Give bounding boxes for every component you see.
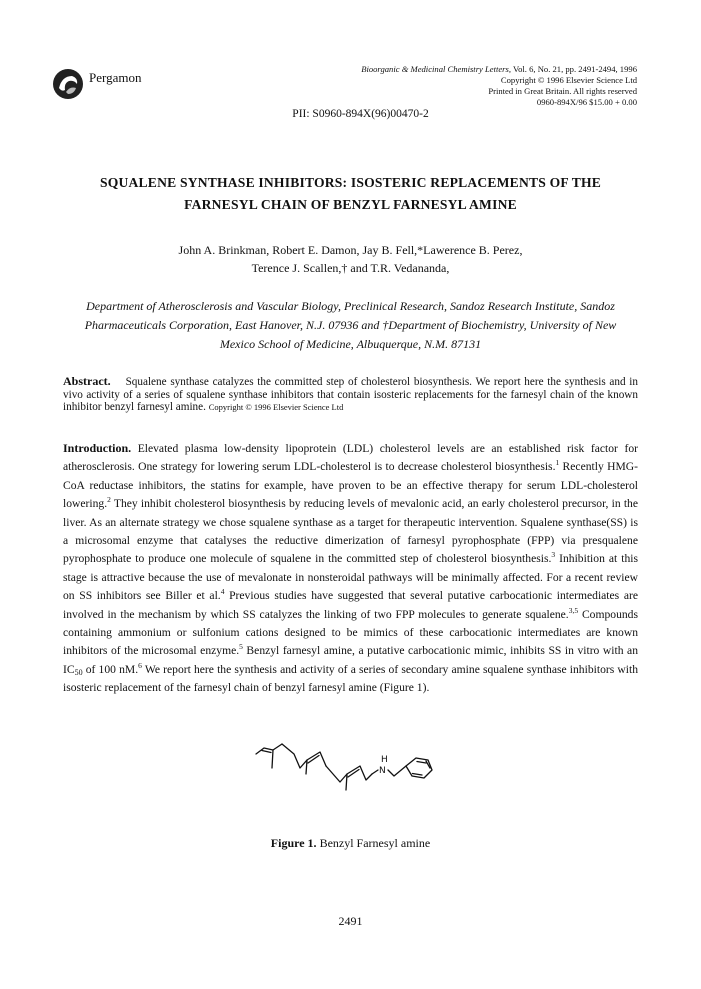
page-number: 2491 — [338, 914, 363, 928]
figure-label: Figure 1. — [270, 836, 317, 850]
intro-text: of 100 nM. — [82, 662, 139, 676]
ic50-subscript: 50 — [74, 667, 83, 677]
authors-line-2: Terence J. Scallen,† and T.R. Vedananda, — [251, 261, 450, 275]
title-line-2: FARNESYL CHAIN OF BENZYL FARNESYL AMINE — [184, 197, 517, 212]
intro-text: They inhibit cholesterol biosynthesis by reducing levels of mevalonic acid, an early cholesterol precursor, in the liver. As an alternate strategy we chose squalene synthase as a target for therapeutic intervention. Squalene synthase(SS) is a microsomal enzyme that catalyses the reductive dimerization of farnesyl pyrophosphate (FPP) via presqualene pyrophosphate to produce one molecule of squalene in the committed step of cholesterol biosynthesis. — [63, 497, 638, 566]
affiliations — [64, 297, 637, 354]
authors-line-1: John A. Brinkman, Robert E. Damon, Jay B. Fell,*Lawerence B. Perez, — [178, 243, 523, 257]
abstract-heading: Abstract. — [63, 374, 111, 388]
pii-line: PII: S0960-894X(96)00470-2 — [292, 108, 429, 120]
issn-line: 0960-894X/96 $15.00 + 0.00 — [536, 97, 637, 107]
intro-text: Previous studies have suggested that several putative carbocationic intermediates are involved in the mechanism by which SS catalyzes the linking of two FPP molecules to generate squalene. — [63, 589, 638, 621]
intro-text: Recently HMG-CoA reductase inhibitors, the statins for example, have proven to be an effective therapy for serum LDL-cholesterol lowering. — [63, 460, 638, 511]
authors — [80, 241, 621, 277]
publisher-name: Pergamon — [89, 70, 142, 85]
reference-marker: 5 — [239, 642, 243, 652]
abstract-copyright: Copyright © 1996 Elsevier Science Ltd — [208, 402, 344, 412]
affiliation-line-1: Department of Atherosclerosis and Vascular Biology, Preclinical Research, Sandoz Research Institute, Sandoz — [86, 299, 615, 313]
structure-atom-n: N — [379, 766, 386, 776]
journal-name: Bioorganic & Medicinal Chemistry Letters, — [361, 64, 512, 74]
affiliation-line-2: Pharmaceuticals Corporation, East Hanover, N.J. 07936 and †Department of Biochemistry, University of New — [84, 318, 617, 332]
pergamon-logo — [52, 68, 84, 100]
intro-text: Compounds containing ammonium or sulfonium cations designed to be mimics of these carbocationic intermediates are known inhibitors of the microsomal enzyme. — [63, 607, 638, 658]
reference-marker: 3,5 — [568, 605, 579, 615]
abstract — [63, 375, 638, 414]
figure-caption-text: Benzyl Farnesyl amine — [316, 836, 431, 850]
journal-info — [361, 64, 637, 108]
figure-caption — [0, 836, 701, 851]
reference-marker: 2 — [107, 495, 111, 505]
intro-text: Elevated plasma low-density lipoprotein (LDL) cholesterol levels are an established risk factor for atherosclerosis. One strategy for lowering serum LDL-cholesterol is to decrease cholesterol biosynthesis. — [63, 442, 638, 474]
structure-atom-h: H — [381, 755, 388, 765]
reference-marker: 1 — [555, 458, 560, 468]
abstract-text: Squalene synthase catalyzes the committed step of cholesterol biosynthesis. We report here the synthesis and in vivo activity of a series of squalene synthase inhibitors that contain isosteric replacements for the farnesyl chain of the known inhibitor benzyl farnesyl amine. — [63, 376, 639, 413]
article-title — [80, 172, 621, 216]
reference-marker: 6 — [138, 660, 142, 670]
reference-marker: 4 — [220, 587, 225, 597]
journal-citation — [361, 64, 637, 75]
intro-heading: Introduction. — [63, 441, 132, 455]
intro-text: Benzyl farnesyl amine, a putative carbocationic mimic, inhibits SS in vitro with an IC — [63, 644, 638, 676]
printed-line: Printed in Great Britain. All rights reserved — [488, 86, 637, 96]
introduction — [63, 439, 638, 698]
copyright-line: Copyright © 1996 Elsevier Science Ltd — [500, 75, 637, 85]
intro-text: Inhibition at this stage is attractive because the use of mevalonate in nonsteroidal pathways will be minimally affected. For a recent review on SS inhibitors see Biller et al. — [63, 552, 638, 603]
journal-ref: Vol. 6, No. 21, pp. 2491-2494, 1996 — [511, 64, 637, 74]
title-line-1: SQUALENE SYNTHASE INHIBITORS: ISOSTERIC REPLACEMENTS OF THE — [99, 175, 602, 190]
intro-text: We report here the synthesis and activity of a series of secondary amine squalene synthase inhibitors with isosteric replacement of the farnesyl chain of benzyl farnesyl amine (Figure 1). — [63, 662, 639, 695]
benzyl-farnesyl-amine-structure — [250, 734, 450, 814]
reference-marker: 3 — [551, 550, 556, 560]
affiliation-line-3: Mexico School of Medicine, Albuquerque, N.M. 87131 — [219, 337, 482, 351]
